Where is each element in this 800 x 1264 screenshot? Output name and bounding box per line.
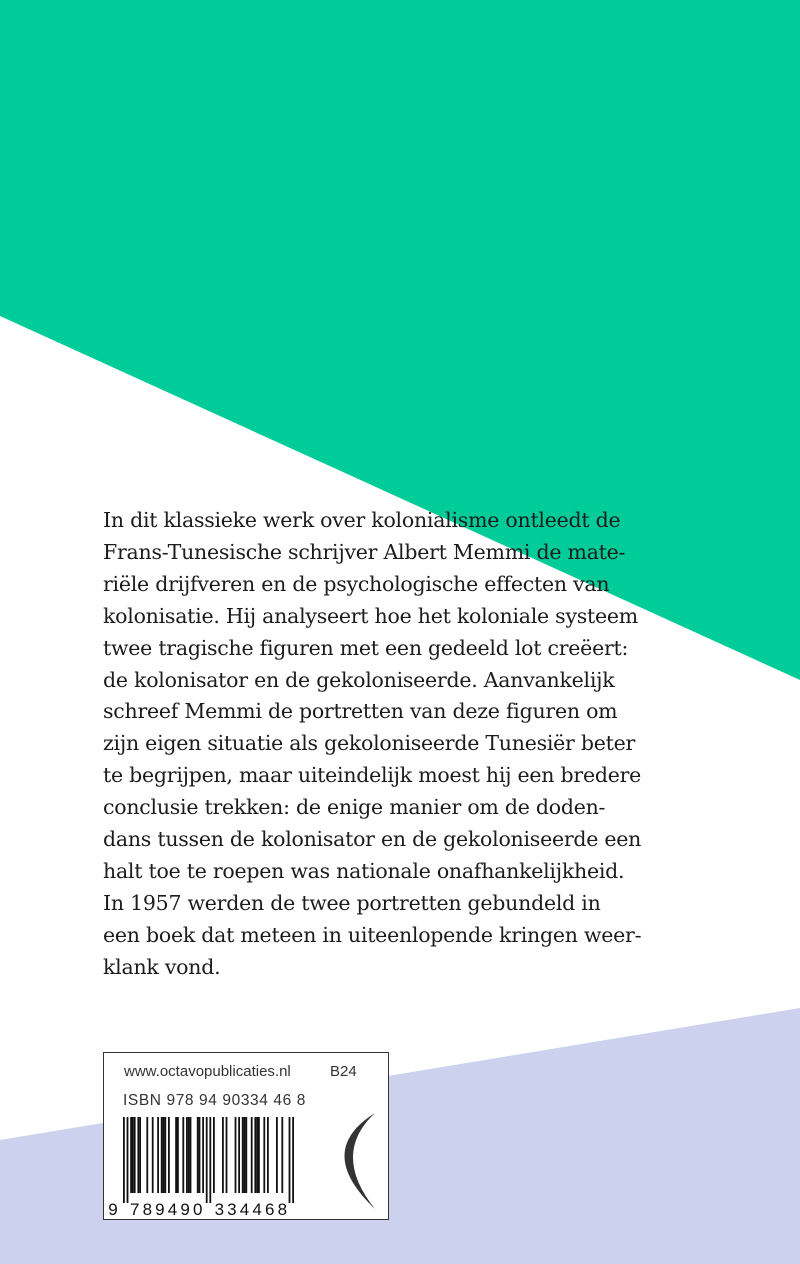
- barcode-bar: [197, 1117, 199, 1193]
- isbn-label: ISBN 978 94 90334 46 8: [123, 1092, 306, 1109]
- barcode-bar: [235, 1117, 237, 1193]
- barcode-bar: [132, 1117, 134, 1193]
- barcode-bar: [157, 1117, 159, 1193]
- barcode-bar: [177, 1117, 179, 1193]
- barcode-bar: [139, 1117, 141, 1193]
- barcode-bar: [190, 1117, 192, 1193]
- barcode-digit: 4: [167, 1200, 178, 1219]
- barcode-digit: 8: [277, 1200, 288, 1219]
- blurb-line: In 1957 werden de twee portretten gebundeld in: [103, 890, 601, 915]
- barcode-bar: [163, 1117, 165, 1193]
- barcode-bar: [238, 1117, 240, 1193]
- catalog-code: B24: [330, 1063, 357, 1080]
- barcode-bar: [134, 1117, 136, 1193]
- barcode-bar: [289, 1117, 291, 1203]
- barcode-bar: [222, 1117, 224, 1193]
- blurb-line: de kolonisator en de gekoloniseerde. Aanvankelijk: [103, 667, 615, 692]
- barcode-bar: [186, 1117, 188, 1193]
- ean-barcode: [104, 1053, 390, 1221]
- barcode-bar: [276, 1117, 278, 1193]
- barcode-bar: [244, 1117, 246, 1193]
- barcode-digit: 9: [180, 1200, 190, 1219]
- barcode-digit: 3: [214, 1200, 225, 1219]
- barcode-bar: [292, 1117, 294, 1203]
- blurb-line: conclusie trekken: de enige manier om de doden-: [103, 795, 606, 820]
- barcode-bar: [168, 1117, 170, 1193]
- barcode-bar: [256, 1117, 258, 1193]
- barcode-bar: [267, 1117, 269, 1193]
- barcode-bar: [263, 1117, 265, 1193]
- barcode-bar: [127, 1117, 129, 1203]
- barcode-bar: [123, 1117, 125, 1203]
- publisher-url: www.octavopublicaties.nl: [124, 1063, 291, 1080]
- barcode-bar: [202, 1117, 204, 1193]
- barcode-bar: [251, 1117, 253, 1193]
- barcode-digit: 9: [108, 1200, 118, 1219]
- barcode-bar: [199, 1117, 201, 1193]
- barcode-bar: [213, 1117, 215, 1193]
- barcode-bar: [161, 1117, 163, 1193]
- blurb-line: dans tussen de kolonisator en de gekoloniseerde een: [103, 827, 642, 852]
- barcode-bar: [130, 1117, 132, 1193]
- barcode-bar: [281, 1117, 283, 1193]
- barcode-bar: [245, 1117, 247, 1193]
- octavo-crescent-logo-icon: [345, 1113, 376, 1209]
- barcode-bar: [175, 1117, 177, 1193]
- barcode-bar: [209, 1117, 211, 1203]
- blurb-line: Frans-Tunesische schrijver Albert Memmi de mate-: [103, 539, 626, 564]
- barcode-bar: [258, 1117, 260, 1193]
- barcode-digit: 7: [129, 1200, 140, 1219]
- barcode-digit: 9: [155, 1200, 165, 1219]
- barcode-box: [103, 1052, 389, 1220]
- barcode-bar: [164, 1117, 166, 1193]
- blurb-line: In dit klassieke werk over kolonialisme ontleedt de: [103, 508, 621, 532]
- barcode-bar: [137, 1117, 139, 1193]
- barcode-digit: 4: [252, 1200, 262, 1219]
- barcode-digit: 6: [264, 1200, 275, 1219]
- blurb-line: kolonisatie. Hij analyseert hoe het koloniale systeem: [103, 603, 638, 628]
- barcode-digit: 8: [142, 1200, 153, 1219]
- barcode-bar: [206, 1117, 208, 1203]
- barcode-bar: [146, 1117, 148, 1193]
- blurb-line: zijn eigen situatie als gekoloniseerde Tunesiër beter: [103, 731, 636, 756]
- barcode-bar: [226, 1117, 228, 1193]
- barcode-digit: 3: [227, 1200, 237, 1219]
- barcode-bar: [152, 1117, 154, 1193]
- barcode-bar: [188, 1117, 190, 1193]
- blurb-line: klank vond.: [103, 954, 221, 979]
- blurb-line: twee tragische figuren met een gedeeld lot creëert:: [103, 635, 629, 660]
- barcode-digit: 4: [239, 1200, 250, 1219]
- barcode-bar: [182, 1117, 184, 1193]
- barcode-bar: [242, 1117, 244, 1193]
- blurb-line: halt toe te roepen was nationale onafhankelijkheid.: [103, 858, 625, 883]
- blurb-line: te begrijpen, maar uiteindelijk moest hij een bredere: [103, 763, 642, 788]
- blurb-line: schreef Memmi de portretten van deze figuren om: [103, 699, 618, 724]
- barcode-bar: [254, 1117, 256, 1193]
- barcode-digit: 0: [192, 1200, 203, 1219]
- blurb-line: riële drijfveren en de psychologische effecten van: [103, 571, 610, 596]
- blurb-line: een boek dat meteen in uiteenlopende kringen weer-: [103, 922, 642, 947]
- back-cover-blurb: [103, 505, 663, 984]
